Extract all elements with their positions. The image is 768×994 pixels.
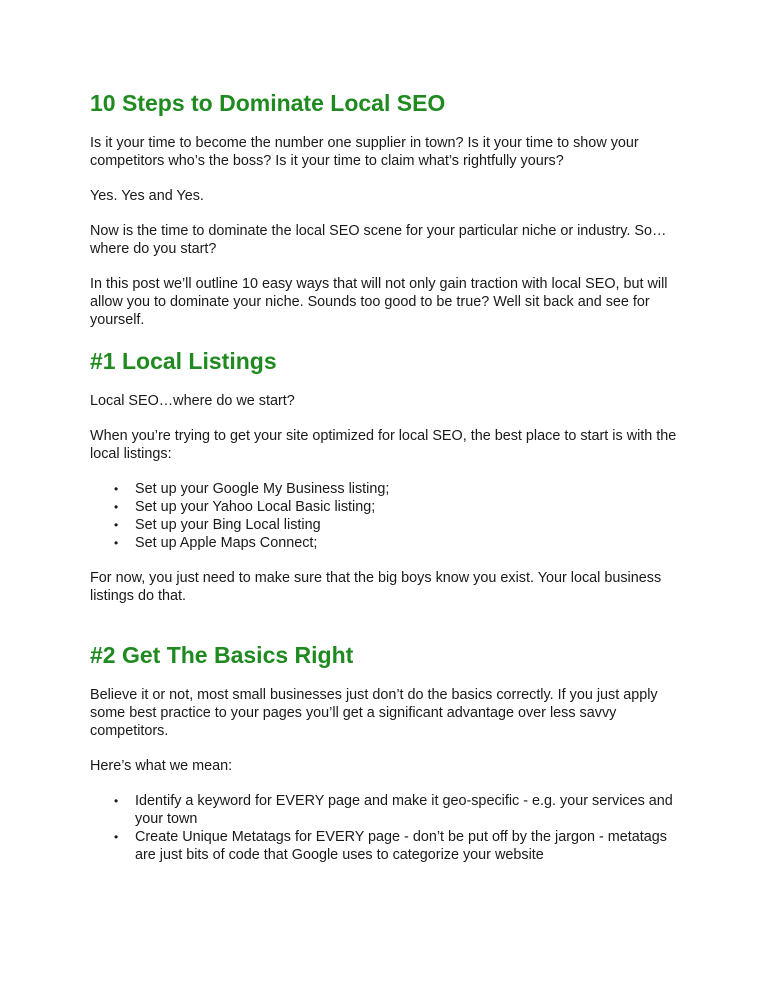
page-title: 10 Steps to Dominate Local SEO <box>90 90 446 116</box>
list-item: • Set up your Bing Local listing <box>135 516 690 534</box>
section-1-paragraph-3: For now, you just need to make sure that the big boys know you exist. Your local business listings do that. <box>90 570 662 604</box>
intro-paragraph-4: In this post we’ll outline 10 easy ways that will not only gain traction with local SEO, but will allow you to dominate your niche. Sounds too good to be true? Well sit back and see for yourself. <box>90 276 668 328</box>
section-2-paragraph-2: Here’s what we mean: <box>90 758 233 774</box>
section-1-paragraph-1: Local SEO…where do we start? <box>90 393 295 409</box>
section-2-heading: #2 Get The Basics Right <box>90 642 354 668</box>
list-item: • Identify a keyword for EVERY page and make it geo-specific - e.g. your services and your town <box>135 792 690 828</box>
local-listings-list <box>90 480 690 552</box>
intro-paragraph-1: Is it your time to become the number one supplier in town? Is it your time to show your competitors who’s the boss? Is it your time to claim what’s rightfully yours? <box>90 135 639 169</box>
section-1-heading: #1 Local Listings <box>90 348 277 374</box>
intro-paragraph-2: Yes. Yes and Yes. <box>90 188 204 204</box>
basics-list <box>90 792 690 864</box>
section-1-paragraph-2: When you’re trying to get your site optimized for local SEO, the best place to start is with the local listings: <box>90 428 677 462</box>
section-spacer <box>90 622 690 640</box>
document-page <box>90 88 690 881</box>
list-item: • Set up your Yahoo Local Basic listing; <box>135 498 690 516</box>
list-item: • Create Unique Metatags for EVERY page - don’t be put off by the jargon - metatags are just bits of code that Google uses to categorize your website <box>135 828 690 864</box>
intro-paragraph-3: Now is the time to dominate the local SEO scene for your particular niche or industry. So…where do you start? <box>90 223 667 257</box>
list-item: • Set up Apple Maps Connect; <box>135 534 690 552</box>
list-item: • Set up your Google My Business listing; <box>135 480 690 498</box>
section-2-paragraph-1: Believe it or not, most small businesses just don’t do the basics correctly. If you just apply some best practice to your pages you’ll get a significant advantage over less savvy competitors. <box>90 687 658 739</box>
